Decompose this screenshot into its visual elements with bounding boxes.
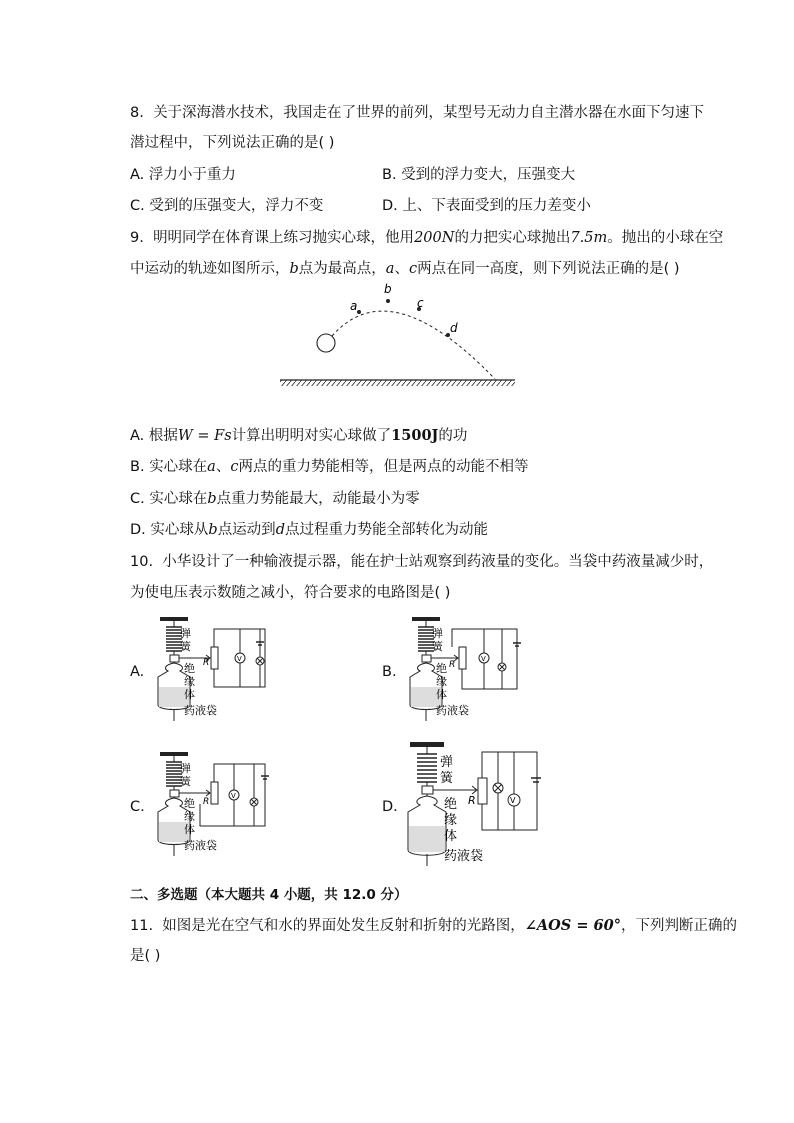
label-spring: 簧 bbox=[180, 640, 191, 653]
voltmeter-label: V bbox=[237, 655, 242, 663]
q9-text: 中运动的轨迹如图所示， bbox=[130, 261, 290, 277]
label-spring: 弹 bbox=[180, 762, 191, 775]
label-insulator: 绝 bbox=[184, 797, 195, 810]
q9-option-b bbox=[130, 457, 528, 477]
label-insulator: 缘 bbox=[444, 813, 458, 828]
trajectory-curve bbox=[332, 311, 495, 379]
label-spring: 弹 bbox=[432, 627, 443, 640]
voltmeter-label: V bbox=[231, 792, 236, 800]
sep: 、 bbox=[215, 459, 231, 475]
q11-angle: ∠AOS = 60° bbox=[524, 917, 621, 934]
option-letter: A. bbox=[130, 167, 145, 183]
q8-line1 bbox=[130, 103, 704, 123]
option-text: 点过程重力势能全部转化为动能 bbox=[284, 522, 488, 538]
label-insulator: 体 bbox=[184, 823, 195, 836]
label-bag: 药液袋 bbox=[444, 849, 484, 864]
voltmeter-label: V bbox=[510, 796, 516, 805]
q9-line2 bbox=[130, 259, 680, 279]
voltmeter-label: V bbox=[481, 655, 486, 663]
q11-text: 如图是光在空气和水的界面处发生反射和折射的光路图， bbox=[162, 918, 525, 934]
q9-var-c: c bbox=[408, 261, 418, 277]
option-text: 受到的压强变大，浮力不变 bbox=[149, 198, 324, 214]
q11-text: ，下列判断正确的 bbox=[620, 918, 737, 934]
q9-var-b: b bbox=[289, 261, 299, 277]
formula: W = Fs bbox=[177, 428, 232, 444]
label-bag: 药液袋 bbox=[436, 704, 469, 717]
option-letter: D. bbox=[382, 198, 398, 214]
label-b: b bbox=[384, 282, 392, 296]
q9-text: 明明同学在体育课上练习抛实心球，他用 bbox=[153, 230, 415, 246]
option-letter: A. bbox=[130, 428, 145, 444]
option-text: 实心球在 bbox=[149, 491, 208, 507]
label-insulator: 体 bbox=[184, 688, 195, 701]
option-text: 点重力势能最大，动能最小为零 bbox=[216, 491, 420, 507]
q10-number: 10. bbox=[130, 554, 154, 570]
section-text: 分） bbox=[380, 887, 408, 903]
option-text: 两点的重力势能相等，但是两点的动能不相等 bbox=[238, 459, 529, 475]
q10-option-a-label: A. bbox=[130, 664, 145, 680]
q10-stem-1: 小华设计了一种输液提示器，能在护士站观察到药液量的变化。当袋中药液量减少时， bbox=[162, 554, 714, 570]
q8-option-c bbox=[130, 196, 323, 216]
section-score: 12.0 bbox=[342, 887, 376, 903]
option-letter: B. bbox=[130, 459, 145, 475]
q8-option-b bbox=[382, 165, 575, 185]
resistor-label: R bbox=[468, 794, 476, 807]
label-spring: 簧 bbox=[180, 775, 191, 788]
option-text: 计算出明明对实心球做了 bbox=[231, 428, 392, 444]
label-insulator: 体 bbox=[444, 829, 458, 844]
q8-option-d bbox=[382, 196, 591, 216]
resistor-label: R bbox=[203, 658, 210, 668]
circuit-a bbox=[150, 617, 270, 722]
option-letter: C. bbox=[130, 198, 145, 214]
label-insulator: 绝 bbox=[444, 797, 458, 812]
label-spring: 簧 bbox=[440, 771, 454, 786]
label-a: a bbox=[350, 299, 358, 313]
q8-option-a bbox=[130, 165, 236, 185]
q8-number: 8. bbox=[130, 105, 144, 121]
work-value: 1500J bbox=[391, 427, 439, 444]
circuit-b bbox=[402, 617, 522, 722]
q8-stem-1: 关于深海潜水技术，我国走在了世界的前列，某型号无动力自主潜水器在水面下匀速下 bbox=[153, 105, 705, 121]
q9-option-c bbox=[130, 489, 420, 509]
label-insulator: 体 bbox=[436, 688, 447, 701]
label-spring: 弹 bbox=[440, 755, 454, 770]
q9-text: 点为最高点， bbox=[298, 261, 386, 277]
var: a bbox=[207, 459, 216, 475]
q9-line1 bbox=[130, 228, 723, 248]
var: b bbox=[208, 522, 218, 538]
label-insulator: 绝 bbox=[436, 662, 447, 675]
q9-option-a bbox=[130, 426, 467, 446]
q9-trajectory-figure bbox=[270, 280, 530, 392]
option-letter: B. bbox=[382, 167, 397, 183]
circuit-d bbox=[402, 742, 542, 867]
label-bag: 药液袋 bbox=[184, 704, 217, 717]
label-insulator: 缘 bbox=[436, 675, 447, 688]
q9-text: 。抛出的小球在空 bbox=[607, 230, 724, 246]
q10-option-d-label: D. bbox=[382, 799, 398, 815]
var: b bbox=[207, 491, 217, 507]
circuit-c bbox=[150, 752, 270, 857]
q9-distance: 7.5m bbox=[570, 230, 608, 246]
section-text: 小题，共 bbox=[283, 887, 338, 903]
option-text: 浮力小于重力 bbox=[148, 167, 236, 183]
point-b bbox=[386, 299, 390, 303]
ball-icon bbox=[317, 334, 335, 352]
var: d bbox=[275, 522, 285, 538]
option-text: 根据 bbox=[148, 428, 178, 444]
q9-text: 两点在同一高度，则下列说法正确的是( ) bbox=[417, 261, 680, 277]
option-text: 实心球在 bbox=[149, 459, 208, 475]
option-letter: C. bbox=[130, 491, 145, 507]
option-text: 受到的浮力变大，压强变大 bbox=[401, 167, 576, 183]
option-text: 点运动到 bbox=[217, 522, 276, 538]
ground-hatch bbox=[280, 380, 515, 386]
var: c bbox=[230, 459, 239, 475]
label-insulator: 缘 bbox=[184, 810, 195, 823]
label-spring: 弹 bbox=[180, 627, 191, 640]
q11-line1 bbox=[130, 916, 737, 936]
label-c: c bbox=[417, 296, 424, 310]
section-heading bbox=[130, 885, 408, 905]
label-insulator: 绝 bbox=[184, 662, 195, 675]
q10-line1 bbox=[130, 552, 713, 572]
q9-force: 200N bbox=[414, 230, 455, 246]
q11-number: 11. bbox=[130, 918, 154, 934]
label-bag: 药液袋 bbox=[184, 839, 217, 852]
label-d: d bbox=[450, 321, 458, 335]
q9-var-a: a bbox=[385, 261, 395, 277]
resistor-label: R bbox=[203, 797, 210, 807]
option-text: 的功 bbox=[438, 428, 468, 444]
option-text: 上、下表面受到的压力差变小 bbox=[402, 198, 591, 214]
option-text: 实心球从 bbox=[150, 522, 209, 538]
q10-option-c-label: C. bbox=[130, 799, 145, 815]
resistor-label: R bbox=[449, 660, 456, 670]
option-letter: D. bbox=[130, 522, 146, 538]
point-a bbox=[357, 310, 361, 314]
section-text: 二、多选题（本大题共 bbox=[130, 887, 265, 903]
q9-number: 9. bbox=[130, 230, 144, 246]
label-spring: 簧 bbox=[432, 640, 443, 653]
section-count: 4 bbox=[269, 887, 280, 903]
q10-option-b-label: B. bbox=[382, 664, 397, 680]
q8-line2: 潜过程中，下列说法正确的是( ) bbox=[130, 135, 335, 151]
q9-option-d bbox=[130, 520, 488, 540]
q10-line2: 为使电压表示数随之减小，符合要求的电路图是( ) bbox=[130, 585, 451, 601]
q9-sep: 、 bbox=[394, 261, 409, 277]
q11-line2: 是( ) bbox=[130, 948, 161, 964]
label-insulator: 缘 bbox=[184, 675, 195, 688]
q9-text: 的力把实心球抛出 bbox=[454, 230, 571, 246]
